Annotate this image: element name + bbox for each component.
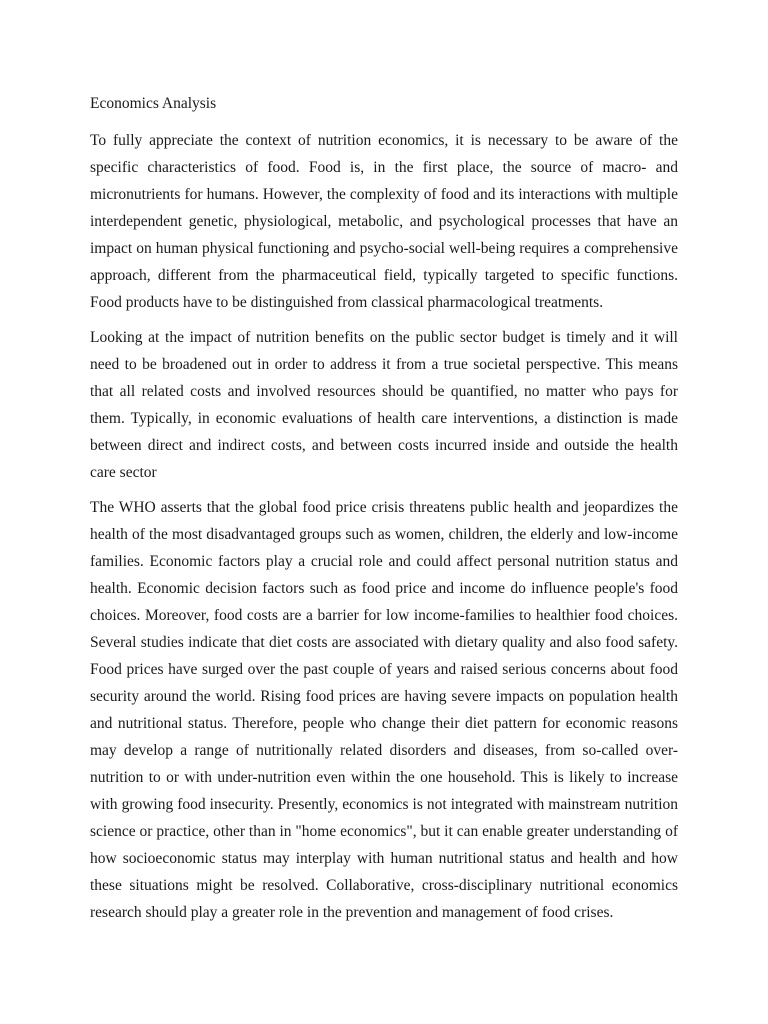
paragraph-2: Looking at the impact of nutrition benefits on the public sector budget is timely and it will need to be broadened out in order to address it from a true societal perspective. This means that all related costs and involved resources should be quantified, no matter who pays for them. Typically, in economic evaluations of health care interventions, a distinction is made between direct and indirect costs, and between costs incurred inside and outside the health care sector <box>90 329 678 481</box>
paragraph-1: To fully appreciate the context of nutrition economics, it is necessary to be aware of the specific characteristics of food. Food is, in the first place, the source of macro- and micronutrients for humans. However, the complexity of food and its interactions with multiple interdependent genetic, physiological, metabolic, and psychological processes that have an impact on human physical functioning and psycho-social well-being requires a comprehensive approach, different from the pharmaceutical field, typically targeted to specific functions. Food products have to be distinguished from classical pharmacological treatments. <box>90 132 678 311</box>
paragraph-3: The WHO asserts that the global food price crisis threatens public health and jeopardizes the health of the most disadvantaged groups such as women, children, the elderly and low-income families. Economic factors play a crucial role and could affect personal nutrition status and health. Economic decision factors such as food price and income do influence people's food choices. Moreover, food costs are a barrier for low income-families to healthier food choices. Several studies indicate that diet costs are associated with dietary quality and also food safety. Food prices have surged over the past couple of years and raised serious concerns about food security around the world. Rising food prices are having severe impacts on population health and nutritional status. Therefore, people who change their diet pattern for economic reasons may develop a range of nutritionally related disorders and diseases, from so-called over-nutrition to or with under-nutrition even within the one household. This is likely to increase with growing food insecurity. Presently, economics is not integrated with mainstream nutrition science or practice, other than in "home economics", but it can enable greater understanding of how socioeconomic status may interplay with human nutritional status and health and how these situations might be resolved. Collaborative, cross-disciplinary nutritional economics research should play a greater role in the prevention and management of food crises. <box>90 499 678 921</box>
document-title: Economics Analysis <box>90 95 217 112</box>
document-page <box>90 90 678 934</box>
